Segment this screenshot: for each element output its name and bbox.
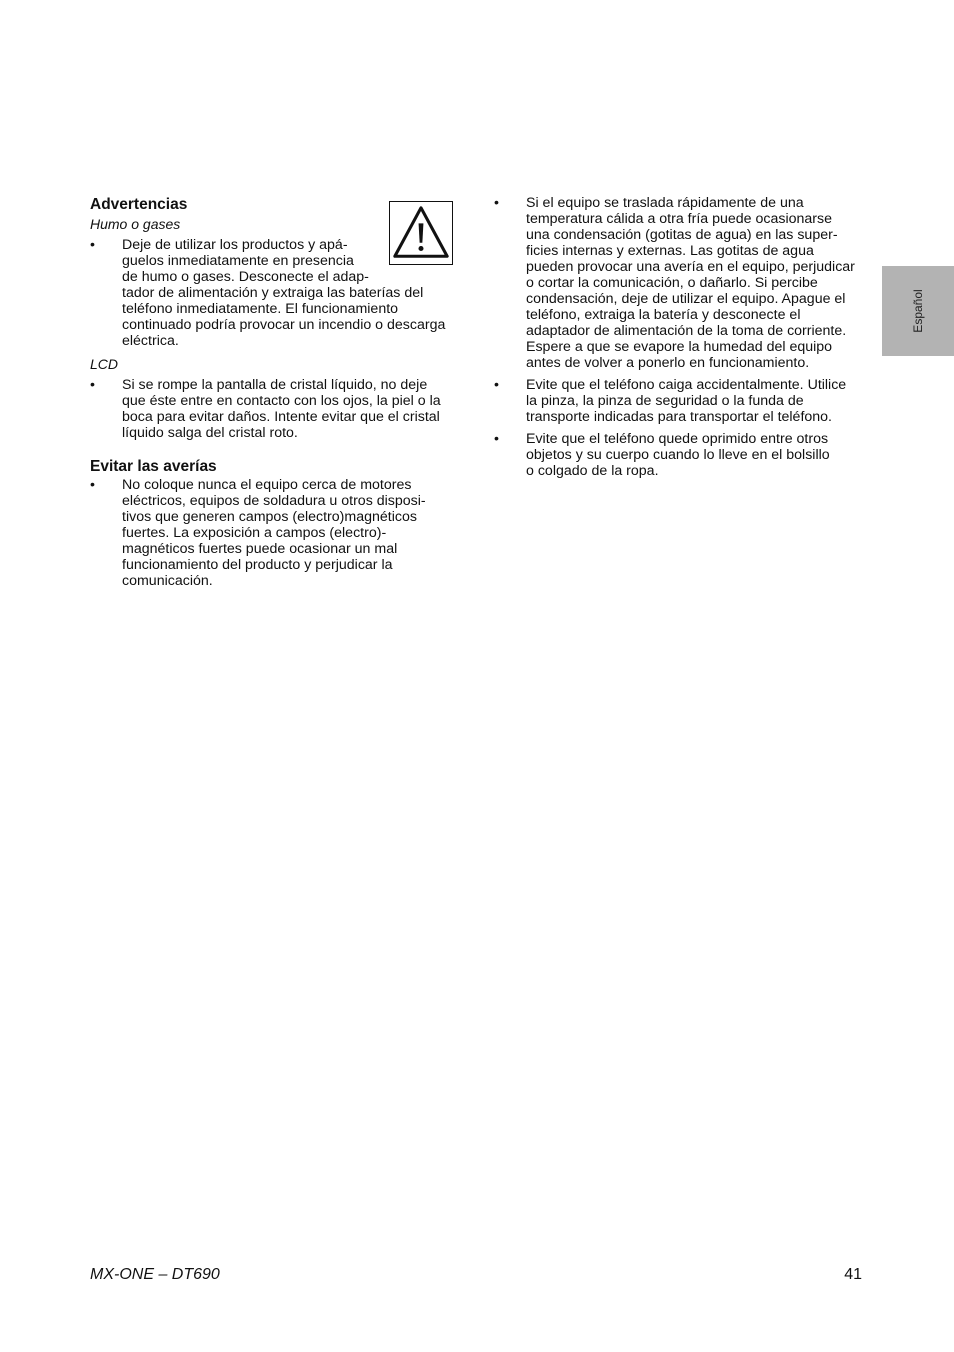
- list-item: • Si el equipo se traslada rápidamente de una temperatura cálida a otra fría puede ocasionarse una condensación (gotitas de agua) en las super- ficies internas y externas. Las gotitas de agua pueden provocar una avería en el equipo, perjudicar o cortar la comunicación, o dañarlo. Si percibe condensación, deje de utilizar el equipo. Apague el teléfono, extraiga la batería y desconecte el adaptador de alimentación de la toma de corriente. Espere a que se evapore la humedad del equipo antes de volver a ponerlo en funcionamiento.: [494, 195, 855, 371]
- language-tab: [882, 266, 954, 356]
- list-item: • Deje de utilizar los productos y apá- guelos inmediatamente en presencia de humo o gases. Desconecte el adap- tador de alimentación y extraiga las baterías del teléfono inmediatamente. El funcionamiento continuado podría provocar un incendio o descarga eléctrica.: [90, 237, 446, 349]
- warning-triangle-icon: [389, 201, 453, 265]
- bullet: •: [494, 431, 499, 447]
- list-item: • Evite que el teléfono caiga accidentalmente. Utilice la pinza, la pinza de seguridad o la funda de transporte indicadas para transportar el teléfono.: [494, 377, 847, 425]
- footer-title: MX-ONE – DT690: [90, 1266, 220, 1283]
- heading-advertencias: Advertencias: [90, 196, 188, 213]
- bullet: •: [494, 377, 499, 393]
- bullet: •: [90, 237, 95, 253]
- subheading-lcd: LCD: [90, 356, 119, 372]
- right-column: [494, 195, 866, 485]
- bullet: •: [90, 377, 95, 393]
- list-item: • Evite que el teléfono quede oprimido entre otros objetos y su cuerpo cuando lo lleve en el bolsillo o colgado de la ropa.: [494, 431, 830, 479]
- subheading-humo: Humo o gases: [90, 216, 181, 232]
- bullet: •: [494, 195, 499, 211]
- list-item: • Si se rompe la pantalla de cristal líquido, no deje que éste entre en contacto con los ojos, la piel o la boca para evitar daños. Intente evitar que el cristal líquido salga del cristal roto.: [90, 377, 441, 441]
- language-tab-label: Español: [911, 289, 925, 333]
- list-item: • No coloque nunca el equipo cerca de motores eléctricos, equipos de soldadura u otros disposi- tivos que generen campos (electro)magnéticos fuertes. La exposición a campos (electro)- magnéticos fuertes puede ocasionar un mal funcionamiento del producto y perjudicar la comunicación.: [90, 477, 426, 589]
- heading-evitar-averias: Evitar las averías: [90, 458, 217, 475]
- page-number: 41: [844, 1266, 862, 1283]
- bullet: •: [90, 477, 95, 493]
